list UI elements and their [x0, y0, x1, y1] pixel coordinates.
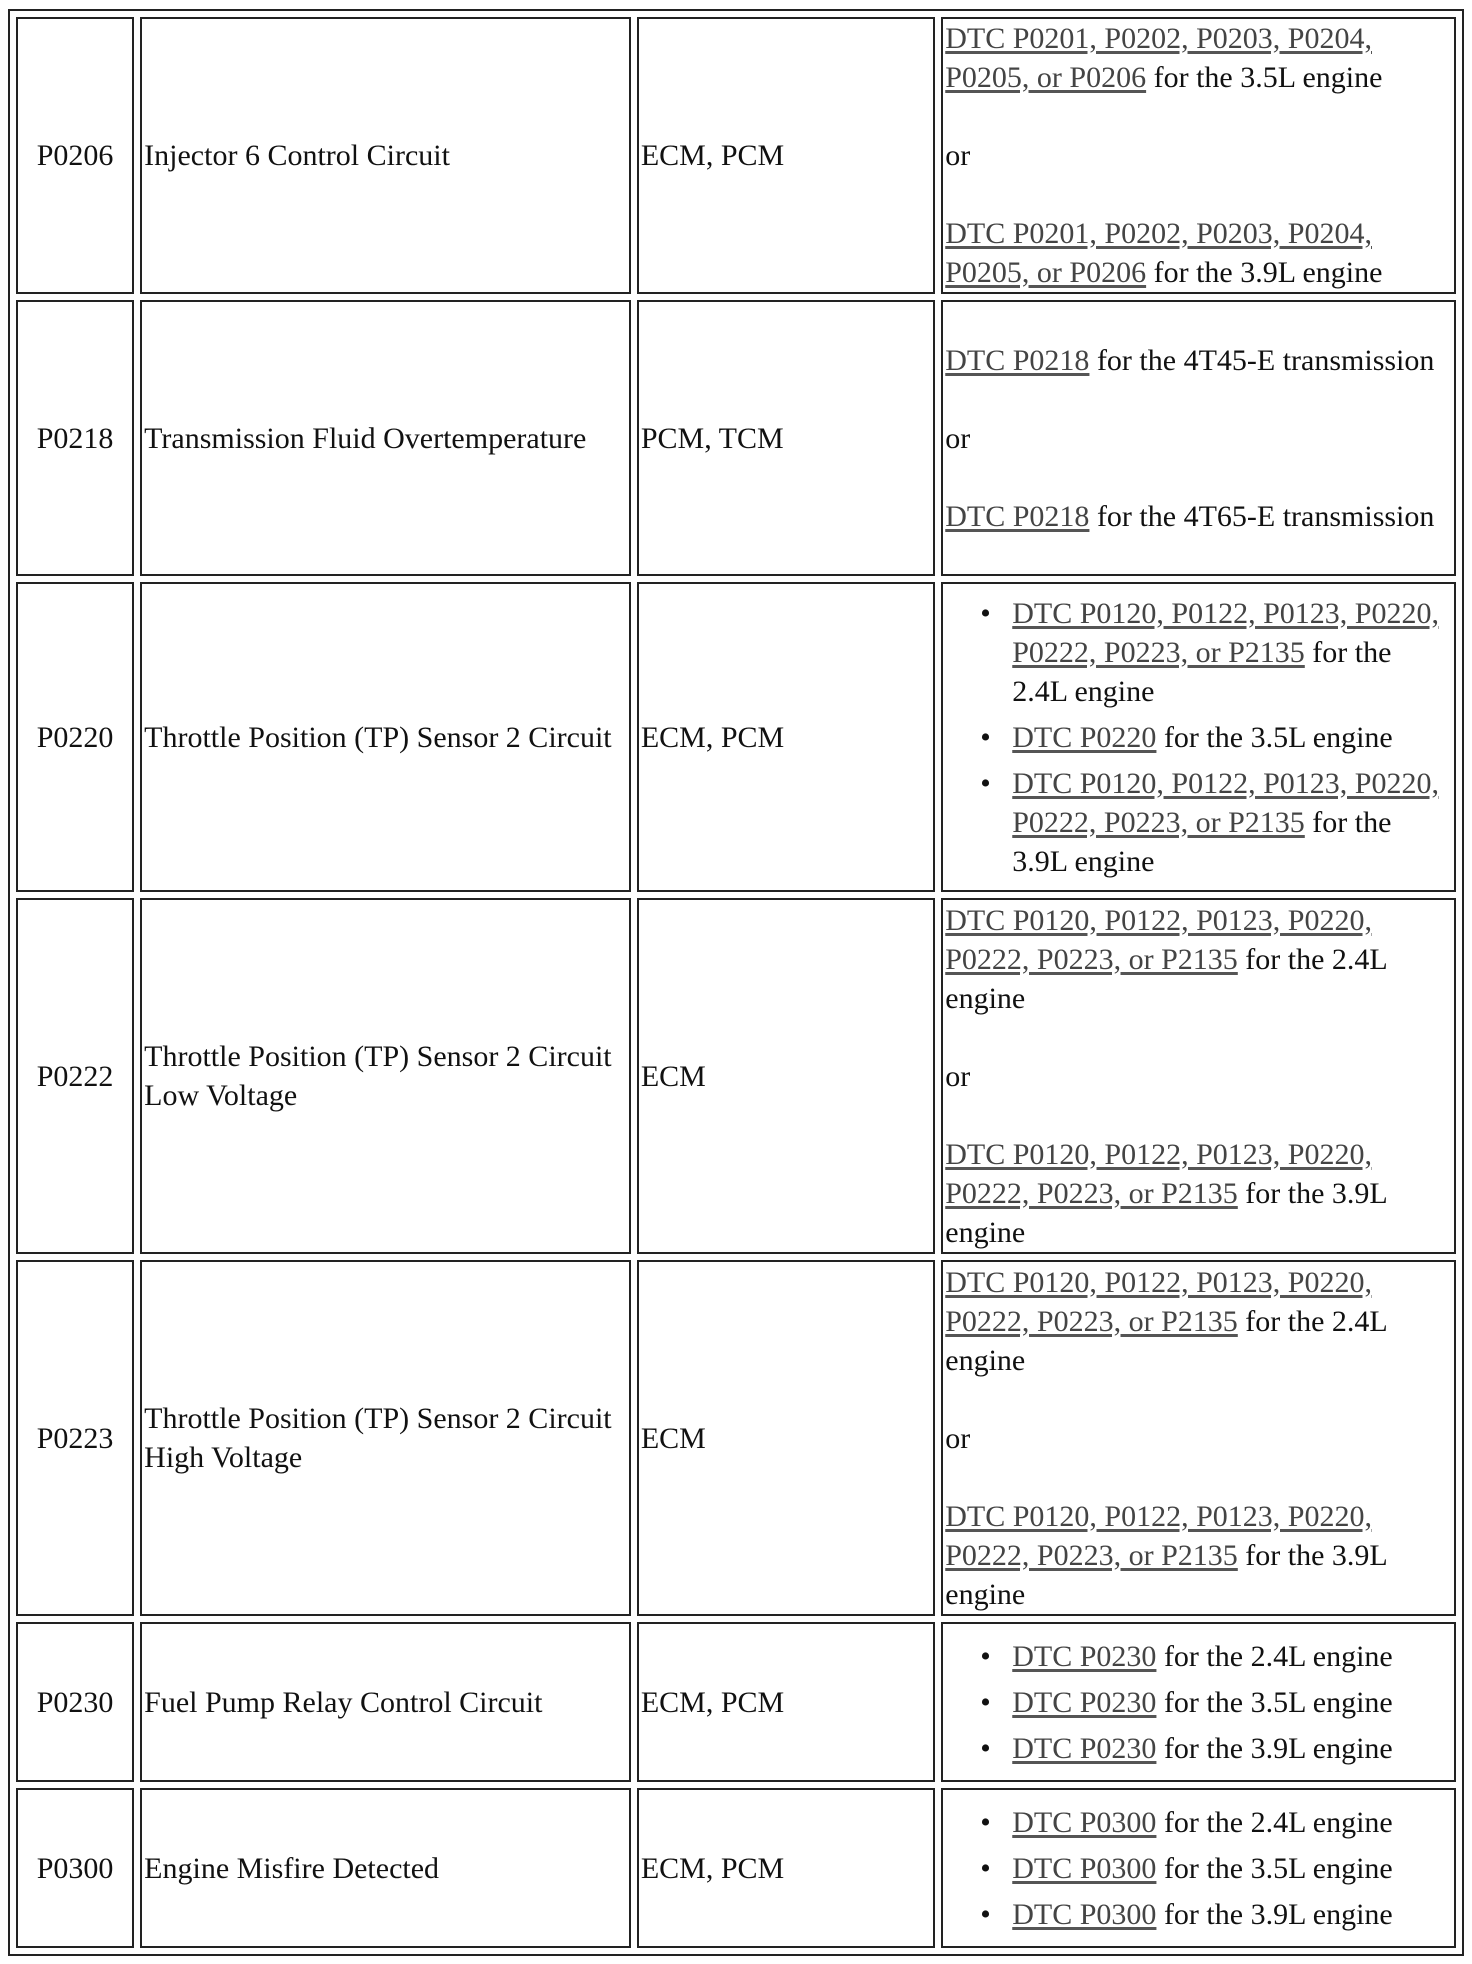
reference-suffix: for the 3.9L engine [1156, 1897, 1393, 1931]
dtc-description-cell: Fuel Pump Relay Control Circuit [140, 1622, 631, 1782]
reference-suffix: for the 3.9L engine [945, 1176, 1387, 1249]
dtc-modules-cell: ECM [637, 898, 935, 1254]
paragraph-gap [945, 1018, 1452, 1057]
dtc-reference-link[interactable]: DTC P0120, P0122, P0123, P0220, P0222, P0223, or P2135 [945, 903, 1372, 976]
reference-list-item [1012, 764, 1452, 881]
reference-suffix: for the 2.4L engine [1012, 635, 1392, 708]
dtc-modules-cell: ECM, PCM [637, 1788, 935, 1948]
table-row [16, 17, 1456, 294]
reference-suffix: for the 2.4L engine [1156, 1805, 1393, 1839]
reference-suffix: for the 3.5L engine [1156, 1851, 1393, 1885]
reference-separator: or [945, 1059, 971, 1093]
dtc-modules-cell: ECM, PCM [637, 17, 935, 294]
reference-paragraph [945, 497, 1452, 536]
dtc-modules-cell: PCM, TCM [637, 300, 935, 576]
reference-suffix: for the 3.5L engine [1156, 1685, 1393, 1719]
dtc-reference-link[interactable]: DTC P0230 [1012, 1685, 1157, 1719]
reference-suffix: for the 2.4L engine [945, 942, 1387, 1015]
reference-paragraph [945, 214, 1452, 292]
table-row [16, 300, 1456, 576]
reference-list-item [1012, 1849, 1452, 1888]
dtc-table [8, 9, 1464, 1956]
paragraph-gap [945, 380, 1452, 419]
reference-suffix: for the 2.4L engine [1156, 1639, 1393, 1673]
reference-paragraph [945, 419, 1452, 458]
reference-paragraph [945, 341, 1452, 380]
dtc-description-cell: Throttle Position (TP) Sensor 2 Circuit Low Voltage [140, 898, 631, 1254]
dtc-modules-cell: ECM, PCM [637, 582, 935, 892]
reference-separator: or [945, 139, 971, 172]
dtc-references-cell [941, 300, 1456, 576]
dtc-modules-cell: ECM [637, 1260, 935, 1616]
dtc-code-cell: P0300 [16, 1788, 134, 1948]
table-row [16, 1260, 1456, 1616]
dtc-references-cell [941, 1260, 1456, 1616]
dtc-references-cell [941, 1788, 1456, 1948]
dtc-reference-link[interactable]: DTC P0120, P0122, P0123, P0220, P0222, P0223, or P2135 [945, 1137, 1372, 1210]
dtc-code-cell: P0206 [16, 17, 134, 294]
dtc-table-body [16, 17, 1456, 1948]
reference-suffix: for the 3.5L engine [1156, 720, 1393, 754]
dtc-references-cell [941, 17, 1456, 294]
table-row [16, 1622, 1456, 1782]
reference-paragraph [945, 1419, 1452, 1458]
paragraph-gap [945, 458, 1452, 497]
paragraph-gap [945, 175, 1452, 214]
reference-suffix: for the 2.4L engine [945, 1304, 1387, 1377]
reference-separator: or [945, 421, 971, 455]
reference-suffix: for the 3.5L engine [1146, 61, 1383, 94]
reference-list-item [1012, 1803, 1452, 1842]
reference-suffix: for the 3.9L engine [1146, 256, 1383, 289]
reference-paragraph [945, 1263, 1452, 1380]
reference-list-item [1012, 594, 1452, 711]
dtc-reference-link[interactable]: DTC P0218 [945, 499, 1090, 533]
dtc-reference-link[interactable]: DTC P0230 [1012, 1731, 1157, 1765]
dtc-references-cell [941, 582, 1456, 892]
dtc-code-cell: P0218 [16, 300, 134, 576]
paragraph-gap [945, 97, 1452, 136]
dtc-code-cell: P0223 [16, 1260, 134, 1616]
reference-suffix: for the 4T65-E transmission [1089, 499, 1435, 533]
reference-list-item [1012, 1895, 1452, 1934]
dtc-modules-cell: ECM, PCM [637, 1622, 935, 1782]
table-row [16, 582, 1456, 892]
reference-paragraph [945, 1497, 1452, 1614]
dtc-description-cell: Transmission Fluid Overtemperature [140, 300, 631, 576]
table-row [16, 898, 1456, 1254]
paragraph-gap [945, 1096, 1452, 1135]
dtc-description-cell: Throttle Position (TP) Sensor 2 Circuit High Voltage [140, 1260, 631, 1616]
reference-list [945, 1637, 1452, 1768]
reference-list [945, 1803, 1452, 1934]
reference-list-item [1012, 1729, 1452, 1768]
reference-list [945, 594, 1452, 881]
reference-paragraph [945, 901, 1452, 1018]
reference-paragraph [945, 1135, 1452, 1252]
dtc-reference-link[interactable]: DTC P0120, P0122, P0123, P0220, P0222, P0223, or P2135 [945, 1265, 1372, 1338]
dtc-reference-link[interactable]: DTC P0218 [945, 343, 1090, 377]
reference-suffix: for the 4T45-E transmission [1089, 343, 1435, 377]
dtc-reference-link[interactable]: DTC P0201, P0202, P0203, P0204, P0205, or P0206 [945, 217, 1372, 289]
dtc-reference-link[interactable]: DTC P0120, P0122, P0123, P0220, P0222, P0223, or P2135 [1012, 766, 1439, 839]
reference-suffix: for the 3.9L engine [1012, 805, 1392, 878]
dtc-reference-link[interactable]: DTC P0230 [1012, 1639, 1157, 1673]
reference-paragraph [945, 19, 1452, 97]
paragraph-gap [945, 1380, 1452, 1419]
dtc-description-cell: Throttle Position (TP) Sensor 2 Circuit [140, 582, 631, 892]
reference-list-item [1012, 718, 1452, 757]
dtc-reference-link[interactable]: DTC P0300 [1012, 1851, 1157, 1885]
dtc-reference-link[interactable]: DTC P0201, P0202, P0203, P0204, P0205, or P0206 [945, 22, 1372, 94]
paragraph-gap [945, 1458, 1452, 1497]
dtc-reference-link[interactable]: DTC P0300 [1012, 1805, 1157, 1839]
reference-paragraph [945, 136, 1452, 175]
dtc-references-cell [941, 1622, 1456, 1782]
reference-list-item [1012, 1683, 1452, 1722]
dtc-references-cell [941, 898, 1456, 1254]
dtc-reference-link[interactable]: DTC P0120, P0122, P0123, P0220, P0222, P0223, or P2135 [945, 1499, 1372, 1572]
dtc-reference-link[interactable]: DTC P0120, P0122, P0123, P0220, P0222, P0223, or P2135 [1012, 596, 1439, 669]
reference-separator: or [945, 1421, 971, 1455]
dtc-description-cell: Injector 6 Control Circuit [140, 17, 631, 294]
dtc-reference-link[interactable]: DTC P0220 [1012, 720, 1157, 754]
reference-list-item [1012, 1637, 1452, 1676]
reference-suffix: for the 3.9L engine [1156, 1731, 1393, 1765]
dtc-code-cell: P0222 [16, 898, 134, 1254]
reference-suffix: for the 3.9L engine [945, 1538, 1387, 1611]
reference-paragraph [945, 1057, 1452, 1096]
table-row [16, 1788, 1456, 1948]
dtc-reference-link[interactable]: DTC P0300 [1012, 1897, 1157, 1931]
dtc-code-cell: P0220 [16, 582, 134, 892]
dtc-code-cell: P0230 [16, 1622, 134, 1782]
dtc-description-cell: Engine Misfire Detected [140, 1788, 631, 1948]
